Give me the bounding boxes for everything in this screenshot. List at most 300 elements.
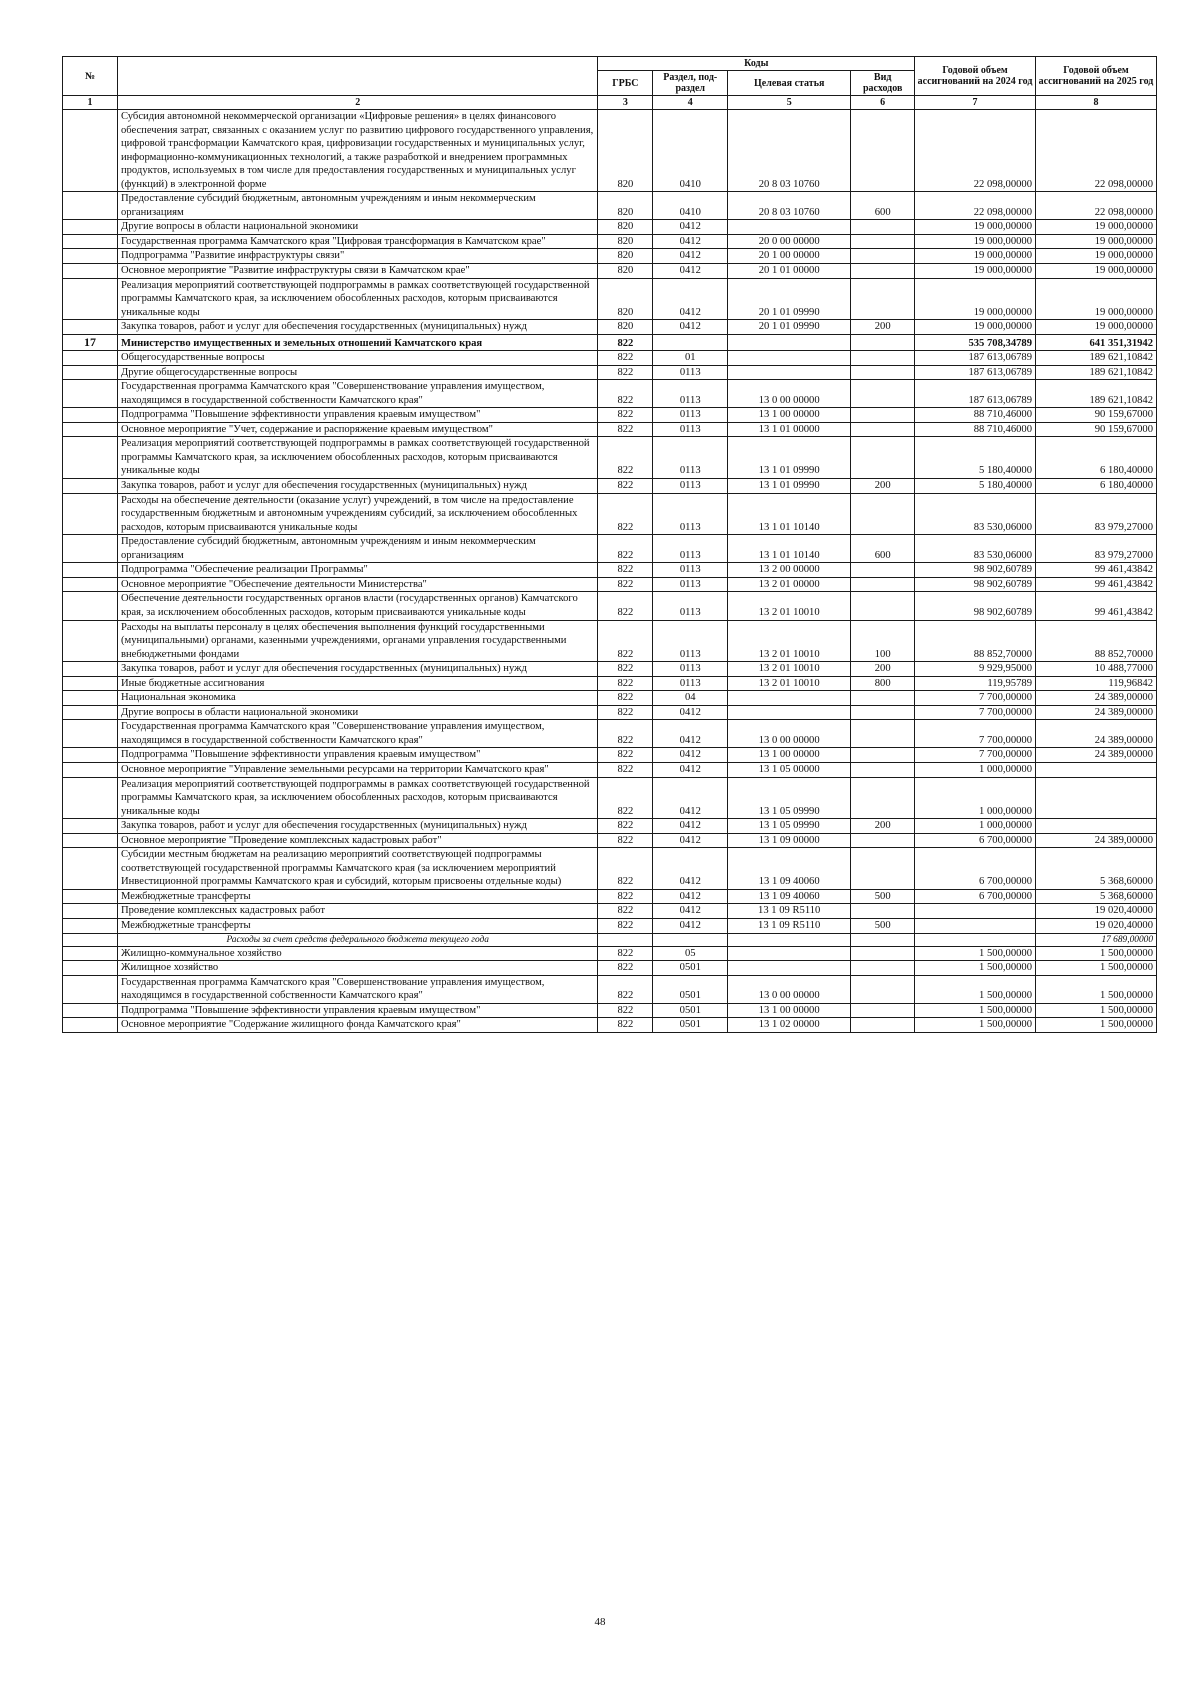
row-name: Закупка товаров, работ и услуг для обеспечения государственных (муниципальных) нужд [117, 320, 597, 335]
row-name: Другие общегосударственные вопросы [117, 365, 597, 380]
row-grbs: 822 [598, 762, 653, 777]
row-target: 13 1 02 00000 [728, 1018, 851, 1033]
row-section: 0412 [653, 918, 728, 933]
row-grbs: 822 [598, 380, 653, 408]
row-grbs: 820 [598, 220, 653, 235]
row-index [63, 249, 118, 264]
row-index [63, 437, 118, 479]
row-section: 0113 [653, 620, 728, 662]
row-volume-2024: 119,95789 [915, 676, 1036, 691]
header-no: № [63, 57, 118, 96]
row-index [63, 676, 118, 691]
row-volume-2024: 88 710,46000 [915, 408, 1036, 423]
row-volume-2025: 90 159,67000 [1036, 422, 1157, 437]
row-index [63, 748, 118, 763]
row-volume-2024: 7 700,00000 [915, 720, 1036, 748]
row-grbs: 820 [598, 234, 653, 249]
row-section: 0113 [653, 408, 728, 423]
row-index [63, 1018, 118, 1033]
row-volume-2025: 1 500,00000 [1036, 975, 1157, 1003]
row-volume-2024: 1 500,00000 [915, 1003, 1036, 1018]
row-volume-2025: 83 979,27000 [1036, 535, 1157, 563]
row-volume-2025: 19 000,00000 [1036, 249, 1157, 264]
row-section [653, 334, 728, 350]
row-section: 0113 [653, 563, 728, 578]
row-volume-2024: 7 700,00000 [915, 691, 1036, 706]
row-index [63, 705, 118, 720]
row-volume-2025: 5 368,60000 [1036, 889, 1157, 904]
row-section: 0113 [653, 422, 728, 437]
budget-table [62, 56, 1157, 1033]
row-volume-2024: 187 613,06789 [915, 365, 1036, 380]
col-number: 5 [728, 96, 851, 110]
row-name: Государственная программа Камчатского края "Совершенствование управления имуществом, находящимся в государственной собственности Камчатского края" [117, 975, 597, 1003]
row-section: 0412 [653, 904, 728, 919]
row-index [63, 563, 118, 578]
row-grbs: 820 [598, 278, 653, 320]
row-expense-type [851, 563, 915, 578]
row-name: Подпрограмма "Обеспечение реализации Программы" [117, 563, 597, 578]
row-index [63, 961, 118, 976]
row-expense-type [851, 975, 915, 1003]
row-index [63, 351, 118, 366]
row-expense-type: 200 [851, 662, 915, 677]
row-grbs: 822 [598, 918, 653, 933]
row-expense-type [851, 833, 915, 848]
row-volume-2024: 1 000,00000 [915, 777, 1036, 819]
row-section: 0412 [653, 234, 728, 249]
row-volume-2025: 19 020,40000 [1036, 904, 1157, 919]
row-expense-type [851, 904, 915, 919]
row-expense-type [851, 946, 915, 961]
row-volume-2025: 5 368,60000 [1036, 848, 1157, 890]
row-volume-2024 [915, 933, 1036, 946]
row-name: Расходы за счет средств федерального бюджета текущего года [117, 933, 597, 946]
row-volume-2025: 19 000,00000 [1036, 234, 1157, 249]
row-section: 0412 [653, 748, 728, 763]
row-volume-2024: 1 500,00000 [915, 946, 1036, 961]
row-target [728, 220, 851, 235]
row-index [63, 479, 118, 494]
row-section: 0113 [653, 535, 728, 563]
table-row [63, 351, 1157, 366]
row-expense-type: 500 [851, 918, 915, 933]
row-expense-type [851, 777, 915, 819]
row-volume-2024: 7 700,00000 [915, 705, 1036, 720]
row-grbs: 820 [598, 264, 653, 279]
row-expense-type [851, 408, 915, 423]
row-expense-type [851, 278, 915, 320]
table-row [63, 819, 1157, 834]
row-index [63, 904, 118, 919]
row-target: 20 0 00 00000 [728, 234, 851, 249]
row-target: 20 8 03 10760 [728, 192, 851, 220]
row-name: Закупка товаров, работ и услуг для обеспечения государственных (муниципальных) нужд [117, 819, 597, 834]
row-target: 20 8 03 10760 [728, 110, 851, 192]
row-target: 20 1 00 00000 [728, 249, 851, 264]
row-section: 0410 [653, 110, 728, 192]
row-name: Министерство имущественных и земельных отношений Камчатского края [117, 334, 597, 350]
row-index [63, 278, 118, 320]
row-expense-type [851, 1003, 915, 1018]
table-row [63, 592, 1157, 620]
table-row [63, 365, 1157, 380]
row-index [63, 264, 118, 279]
row-index: 17 [63, 334, 118, 350]
row-index [63, 777, 118, 819]
row-grbs: 822 [598, 946, 653, 961]
table-row [63, 563, 1157, 578]
row-volume-2024: 6 700,00000 [915, 889, 1036, 904]
row-section: 0412 [653, 848, 728, 890]
row-volume-2024: 6 700,00000 [915, 848, 1036, 890]
row-volume-2025: 1 500,00000 [1036, 1018, 1157, 1033]
row-volume-2025: 6 180,40000 [1036, 437, 1157, 479]
row-grbs: 822 [598, 1018, 653, 1033]
row-grbs: 822 [598, 961, 653, 976]
row-grbs: 822 [598, 691, 653, 706]
row-expense-type [851, 762, 915, 777]
row-section: 0113 [653, 676, 728, 691]
row-volume-2024: 1 500,00000 [915, 1018, 1036, 1033]
table-row [63, 380, 1157, 408]
row-expense-type [851, 961, 915, 976]
row-index [63, 933, 118, 946]
row-volume-2025: 10 488,77000 [1036, 662, 1157, 677]
row-grbs: 822 [598, 493, 653, 535]
row-volume-2024: 83 530,06000 [915, 493, 1036, 535]
row-name: Закупка товаров, работ и услуг для обеспечения государственных (муниципальных) нужд [117, 479, 597, 494]
row-index [63, 620, 118, 662]
row-section: 0412 [653, 777, 728, 819]
row-section [653, 933, 728, 946]
table-row [63, 110, 1157, 192]
row-volume-2025: 24 389,00000 [1036, 705, 1157, 720]
row-volume-2024: 88 710,46000 [915, 422, 1036, 437]
row-target: 13 1 05 09990 [728, 819, 851, 834]
row-section: 0501 [653, 1018, 728, 1033]
row-volume-2024: 187 613,06789 [915, 380, 1036, 408]
row-volume-2024: 5 180,40000 [915, 479, 1036, 494]
header-codes: Коды [598, 57, 915, 71]
table-row [63, 264, 1157, 279]
row-name: Основное мероприятие "Содержание жилищного фонда Камчатского края" [117, 1018, 597, 1033]
row-section: 0501 [653, 975, 728, 1003]
row-expense-type [851, 437, 915, 479]
row-expense-type [851, 848, 915, 890]
row-target: 13 1 01 09990 [728, 479, 851, 494]
row-expense-type [851, 234, 915, 249]
row-volume-2024: 19 000,00000 [915, 249, 1036, 264]
row-expense-type [851, 933, 915, 946]
row-name: Государственная программа Камчатского края "Совершенствование управления имуществом, находящимся в государственной собственности Камчатского края" [117, 720, 597, 748]
row-grbs: 822 [598, 351, 653, 366]
row-index [63, 848, 118, 890]
table-row [63, 422, 1157, 437]
row-target: 13 2 01 00000 [728, 577, 851, 592]
row-target: 13 1 01 09990 [728, 437, 851, 479]
row-grbs: 822 [598, 1003, 653, 1018]
row-expense-type [851, 334, 915, 350]
row-expense-type: 500 [851, 889, 915, 904]
row-expense-type [851, 380, 915, 408]
row-index [63, 946, 118, 961]
row-section: 0412 [653, 762, 728, 777]
row-name: Субсидии местным бюджетам на реализацию мероприятий соответствующей подпрограммы соответствующей государственной программы Камчатского края (за исключением мероприятий Инвестиционной программы Камчатского края и субсидий, которым присвоены отдельные коды) [117, 848, 597, 890]
row-name: Предоставление субсидий бюджетным, автономным учреждениям и иным некоммерческим организациям [117, 192, 597, 220]
row-volume-2025: 19 000,00000 [1036, 278, 1157, 320]
row-grbs: 820 [598, 192, 653, 220]
row-volume-2024: 22 098,00000 [915, 192, 1036, 220]
row-index [63, 918, 118, 933]
row-expense-type: 200 [851, 819, 915, 834]
row-section: 0412 [653, 833, 728, 848]
row-volume-2024: 1 000,00000 [915, 762, 1036, 777]
row-target: 13 0 00 00000 [728, 975, 851, 1003]
row-volume-2024: 1 000,00000 [915, 819, 1036, 834]
row-expense-type [851, 264, 915, 279]
row-volume-2025 [1036, 777, 1157, 819]
row-target [728, 351, 851, 366]
row-section: 0113 [653, 479, 728, 494]
header-grbs: ГРБС [598, 71, 653, 96]
col-number: 7 [915, 96, 1036, 110]
row-target: 13 1 01 10140 [728, 493, 851, 535]
row-volume-2024: 6 700,00000 [915, 833, 1036, 848]
row-name: Основное мероприятие "Учет, содержание и распоряжение краевым имуществом" [117, 422, 597, 437]
row-grbs [598, 933, 653, 946]
table-row [63, 691, 1157, 706]
table-row [63, 662, 1157, 677]
row-grbs: 822 [598, 422, 653, 437]
col-number: 4 [653, 96, 728, 110]
row-expense-type [851, 691, 915, 706]
row-name: Подпрограмма "Повышение эффективности управления краевым имуществом" [117, 1003, 597, 1018]
header-name [117, 57, 597, 96]
table-row [63, 493, 1157, 535]
row-target: 13 1 00 00000 [728, 748, 851, 763]
row-target: 13 2 01 10010 [728, 676, 851, 691]
row-name: Жилищно-коммунальное хозяйство [117, 946, 597, 961]
row-section: 01 [653, 351, 728, 366]
header-row-top [63, 57, 1157, 71]
row-index [63, 720, 118, 748]
row-name: Основное мероприятие "Управление земельными ресурсами на территории Камчатского края" [117, 762, 597, 777]
row-section: 0501 [653, 1003, 728, 1018]
row-name: Государственная программа Камчатского края "Совершенствование управления имуществом, находящимся в государственной собственности Камчатского края" [117, 380, 597, 408]
header-vol-2024: Годовой объем ассигнований на 2024 год [915, 57, 1036, 96]
row-grbs: 822 [598, 777, 653, 819]
row-section: 0113 [653, 662, 728, 677]
row-expense-type [851, 748, 915, 763]
row-volume-2025: 99 461,43842 [1036, 563, 1157, 578]
table-row [63, 933, 1157, 946]
table-row [63, 577, 1157, 592]
row-target: 20 1 01 09990 [728, 278, 851, 320]
row-grbs: 822 [598, 334, 653, 350]
row-volume-2025: 6 180,40000 [1036, 479, 1157, 494]
row-volume-2025: 90 159,67000 [1036, 408, 1157, 423]
row-target: 13 1 00 00000 [728, 1003, 851, 1018]
row-grbs: 822 [598, 535, 653, 563]
row-index [63, 577, 118, 592]
row-name: Межбюджетные трансферты [117, 918, 597, 933]
row-index [63, 819, 118, 834]
row-volume-2025: 19 000,00000 [1036, 220, 1157, 235]
row-volume-2025: 22 098,00000 [1036, 192, 1157, 220]
row-target: 13 2 00 00000 [728, 563, 851, 578]
budget-table-body [63, 110, 1157, 1033]
table-row [63, 249, 1157, 264]
row-section: 0113 [653, 577, 728, 592]
row-volume-2025: 19 000,00000 [1036, 320, 1157, 335]
row-index [63, 535, 118, 563]
row-target: 13 1 09 00000 [728, 833, 851, 848]
row-target: 13 1 09 R5110 [728, 918, 851, 933]
row-name: Основное мероприятие "Проведение комплексных кадастровых работ" [117, 833, 597, 848]
header-expense-type: Вид расходов [851, 71, 915, 96]
table-row [63, 705, 1157, 720]
row-name: Субсидия автономной некоммерческой организации «Цифровые решения» в целях финансового обеспечения затрат, связанных с оказанием услуг по развитию цифрового государственного управления, цифровой трансформации Камчатского края, цифровизации государственных и муниципальных услуг, информационно-коммуникационных технологий, а также разработкой и внедрением программных продуктов, используемых в том числе для предоставления государственных и муниципальных услуг (функций) в электронной форме [117, 110, 597, 192]
row-volume-2024: 1 500,00000 [915, 961, 1036, 976]
row-name: Подпрограмма "Развитие инфраструктуры связи" [117, 249, 597, 264]
row-grbs: 822 [598, 819, 653, 834]
row-grbs: 822 [598, 592, 653, 620]
row-index [63, 110, 118, 192]
table-row [63, 220, 1157, 235]
row-volume-2024: 19 000,00000 [915, 264, 1036, 279]
row-section: 0113 [653, 365, 728, 380]
row-index [63, 234, 118, 249]
row-expense-type [851, 577, 915, 592]
row-index [63, 192, 118, 220]
col-number: 1 [63, 96, 118, 110]
row-name: Жилищное хозяйство [117, 961, 597, 976]
row-grbs: 822 [598, 833, 653, 848]
row-target: 13 1 09 R5110 [728, 904, 851, 919]
row-index [63, 691, 118, 706]
table-row [63, 320, 1157, 335]
table-row [63, 720, 1157, 748]
row-volume-2024: 19 000,00000 [915, 234, 1036, 249]
row-volume-2024: 19 000,00000 [915, 278, 1036, 320]
row-volume-2025 [1036, 819, 1157, 834]
table-row [63, 889, 1157, 904]
row-name: Реализация мероприятий соответствующей подпрограммы в рамках соответствующей государственной программы Камчатского края, за исключением обособленных расходов, которым присваиваются уникальные коды [117, 777, 597, 819]
row-volume-2025: 17 689,00000 [1036, 933, 1157, 946]
row-volume-2025: 22 098,00000 [1036, 110, 1157, 192]
budget-table-sheet [62, 56, 1157, 1033]
row-name: Иные бюджетные ассигнования [117, 676, 597, 691]
row-name: Закупка товаров, работ и услуг для обеспечения государственных (муниципальных) нужд [117, 662, 597, 677]
row-index [63, 493, 118, 535]
row-volume-2024: 88 852,70000 [915, 620, 1036, 662]
table-row [63, 334, 1157, 350]
row-section: 0412 [653, 720, 728, 748]
row-volume-2024: 98 902,60789 [915, 592, 1036, 620]
table-row [63, 748, 1157, 763]
row-name: Межбюджетные трансферты [117, 889, 597, 904]
row-section: 0412 [653, 705, 728, 720]
table-row [63, 975, 1157, 1003]
row-grbs: 822 [598, 662, 653, 677]
row-grbs: 820 [598, 249, 653, 264]
table-row [63, 408, 1157, 423]
row-expense-type: 200 [851, 479, 915, 494]
col-number: 3 [598, 96, 653, 110]
row-grbs: 822 [598, 748, 653, 763]
row-expense-type: 600 [851, 192, 915, 220]
row-volume-2024: 9 929,95000 [915, 662, 1036, 677]
row-volume-2025: 88 852,70000 [1036, 620, 1157, 662]
row-grbs: 822 [598, 563, 653, 578]
row-section: 0501 [653, 961, 728, 976]
row-volume-2025: 24 389,00000 [1036, 720, 1157, 748]
row-expense-type [851, 592, 915, 620]
row-index [63, 833, 118, 848]
row-name: Национальная экономика [117, 691, 597, 706]
row-volume-2025: 99 461,43842 [1036, 592, 1157, 620]
row-name: Предоставление субсидий бюджетным, автономным учреждениям и иным некоммерческим организациям [117, 535, 597, 563]
row-target: 13 1 01 10140 [728, 535, 851, 563]
row-target [728, 705, 851, 720]
row-section: 0412 [653, 278, 728, 320]
row-index [63, 422, 118, 437]
row-target [728, 933, 851, 946]
row-expense-type [851, 493, 915, 535]
row-volume-2024 [915, 904, 1036, 919]
table-row [63, 437, 1157, 479]
row-grbs: 822 [598, 889, 653, 904]
row-name: Другие вопросы в области национальной экономики [117, 705, 597, 720]
row-target: 13 1 05 09990 [728, 777, 851, 819]
table-row [63, 762, 1157, 777]
row-target: 20 1 01 00000 [728, 264, 851, 279]
row-volume-2024: 22 098,00000 [915, 110, 1036, 192]
row-grbs: 822 [598, 365, 653, 380]
row-expense-type [851, 110, 915, 192]
row-grbs: 820 [598, 320, 653, 335]
table-row [63, 961, 1157, 976]
row-index [63, 662, 118, 677]
row-volume-2024: 535 708,34789 [915, 334, 1036, 350]
row-expense-type [851, 720, 915, 748]
row-volume-2025: 641 351,31942 [1036, 334, 1157, 350]
table-row [63, 1003, 1157, 1018]
row-target: 20 1 01 09990 [728, 320, 851, 335]
row-grbs: 822 [598, 720, 653, 748]
table-row [63, 620, 1157, 662]
row-volume-2024: 19 000,00000 [915, 320, 1036, 335]
row-grbs: 822 [598, 408, 653, 423]
row-volume-2025: 83 979,27000 [1036, 493, 1157, 535]
table-row [63, 946, 1157, 961]
row-target [728, 946, 851, 961]
row-index [63, 762, 118, 777]
row-volume-2025: 119,96842 [1036, 676, 1157, 691]
row-expense-type: 200 [851, 320, 915, 335]
row-volume-2025: 189 621,10842 [1036, 365, 1157, 380]
table-row [63, 192, 1157, 220]
row-grbs: 820 [598, 110, 653, 192]
row-volume-2024: 98 902,60789 [915, 577, 1036, 592]
row-target: 13 1 09 40060 [728, 848, 851, 890]
table-row [63, 848, 1157, 890]
row-volume-2025: 24 389,00000 [1036, 748, 1157, 763]
col-number: 6 [851, 96, 915, 110]
row-section: 0113 [653, 592, 728, 620]
table-row [63, 535, 1157, 563]
